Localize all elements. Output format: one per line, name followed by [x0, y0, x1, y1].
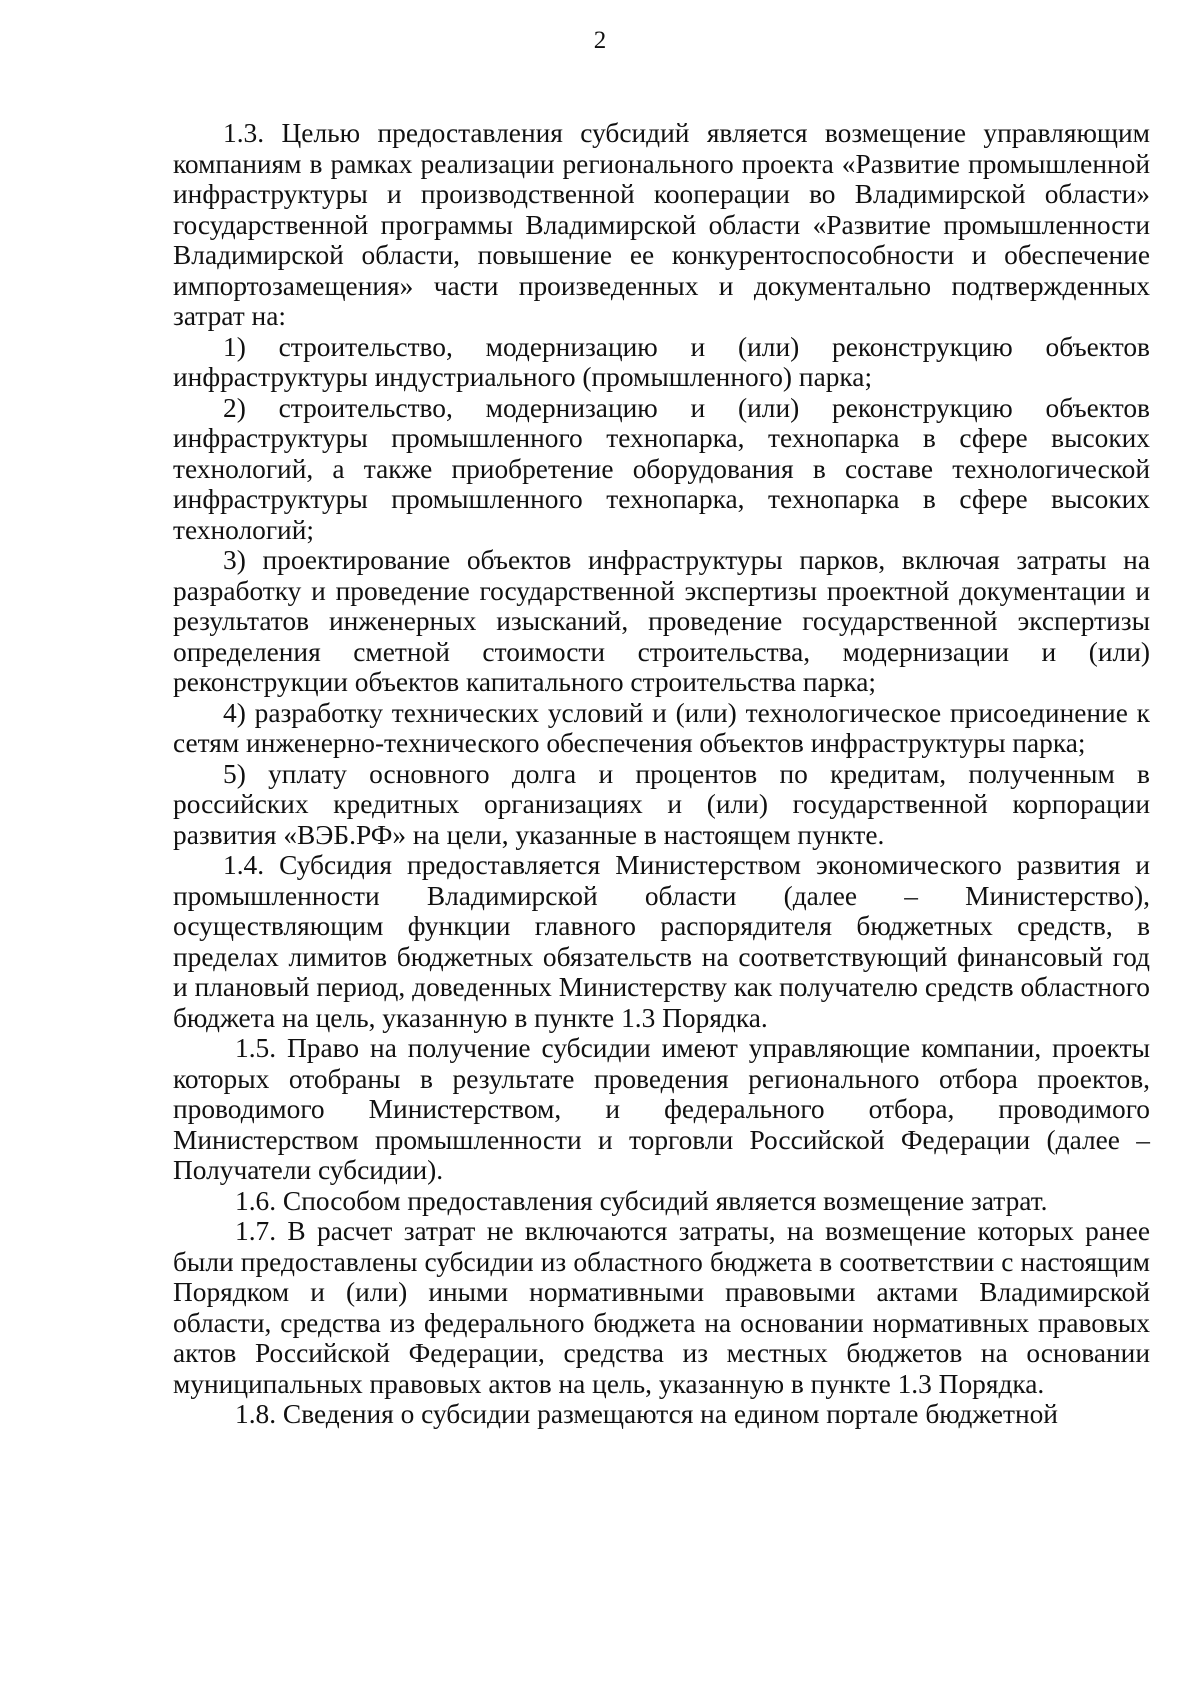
- document-body: [173, 118, 1150, 1430]
- paragraph-1-8: 1.8. Сведения о субсидии размещаются на едином портале бюджетной: [235, 1399, 1058, 1429]
- paragraph-1-7: 1.7. В расчет затрат не включаются затраты, на возмещение которых ранее были предоставлены субсидии из областного бюджета в соответствии с настоящим Порядком и (или) иными нормативными правовыми актами Владимирской области, средства из федерального бюджета на основании нормативных правовых актов Российской Федерации, средства из местных бюджетов на основании муниципальных правовых актов на цель, указанную в пункте 1.3 Порядка.: [173, 1216, 1150, 1399]
- list-item-5: 5) уплату основного долга и процентов по кредитам, полученным в российских кредитных организациях и (или) государственной корпорации развития «ВЭБ.РФ» на цели, указанные в настоящем пункте.: [173, 758, 1150, 850]
- list-item-1: 1) строительство, модернизацию и (или) реконструкцию объектов инфраструктуры индустриального (промышленного) парка;: [173, 331, 1150, 392]
- page-number: 2: [593, 27, 607, 54]
- paragraph-1-5: 1.5. Право на получение субсидии имеют управляющие компании, проекты которых отобраны в результате проведения регионального отбора проектов, проводимого Министерством, и федерального отбора, проводимого Министерством промышленности и торговли Российской Федерации (далее – Получатели субсидии).: [173, 1033, 1150, 1185]
- list-item-4: 4) разработку технических условий и (или) технологическое присоединение к сетям инженерно-технического обеспечения объектов инфраструктуры парка;: [173, 697, 1150, 758]
- paragraph-1-4: 1.4. Субсидия предоставляется Министерством экономического развития и промышленности Владимирской области (далее – Министерство), осуществляющим функции главного распорядителя бюджетных средств, в пределах лимитов бюджетных обязательств на соответствующий финансовый год и плановый период, доведенных Министерству как получателю средств областного бюджета на цель, указанную в пункте 1.3 Порядка.: [173, 850, 1150, 1033]
- list-item-2: 2) строительство, модернизацию и (или) реконструкцию объектов инфраструктуры промышленного технопарка, технопарка в сфере высоких технологий, а также приобретение оборудования в составе технологической инфраструктуры промышленного технопарка, технопарка в сфере высоких технологий;: [173, 392, 1150, 545]
- paragraph-1-3: 1.3. Целью предоставления субсидий является возмещение управляющим компаниям в рамках реализации регионального проекта «Развитие промышленной инфраструктуры и производственной кооперации во Владимирской области» государственной программы Владимирской области «Развитие промышленности Владимирской области, повышение ее конкурентоспособности и обеспечение импортозамещения» части произведенных и документально подтвержденных затрат на:: [173, 118, 1150, 331]
- list-item-3: 3) проектирование объектов инфраструктуры парков, включая затраты на разработку и проведение государственной экспертизы проектной документации и результатов инженерных изысканий, проведение государственной экспертизы определения сметной стоимости строительства, модернизации и (или) реконструкции объектов капитального строительства парка;: [173, 545, 1150, 697]
- paragraph-1-6: 1.6. Способом предоставления субсидий является возмещение затрат.: [235, 1185, 1048, 1216]
